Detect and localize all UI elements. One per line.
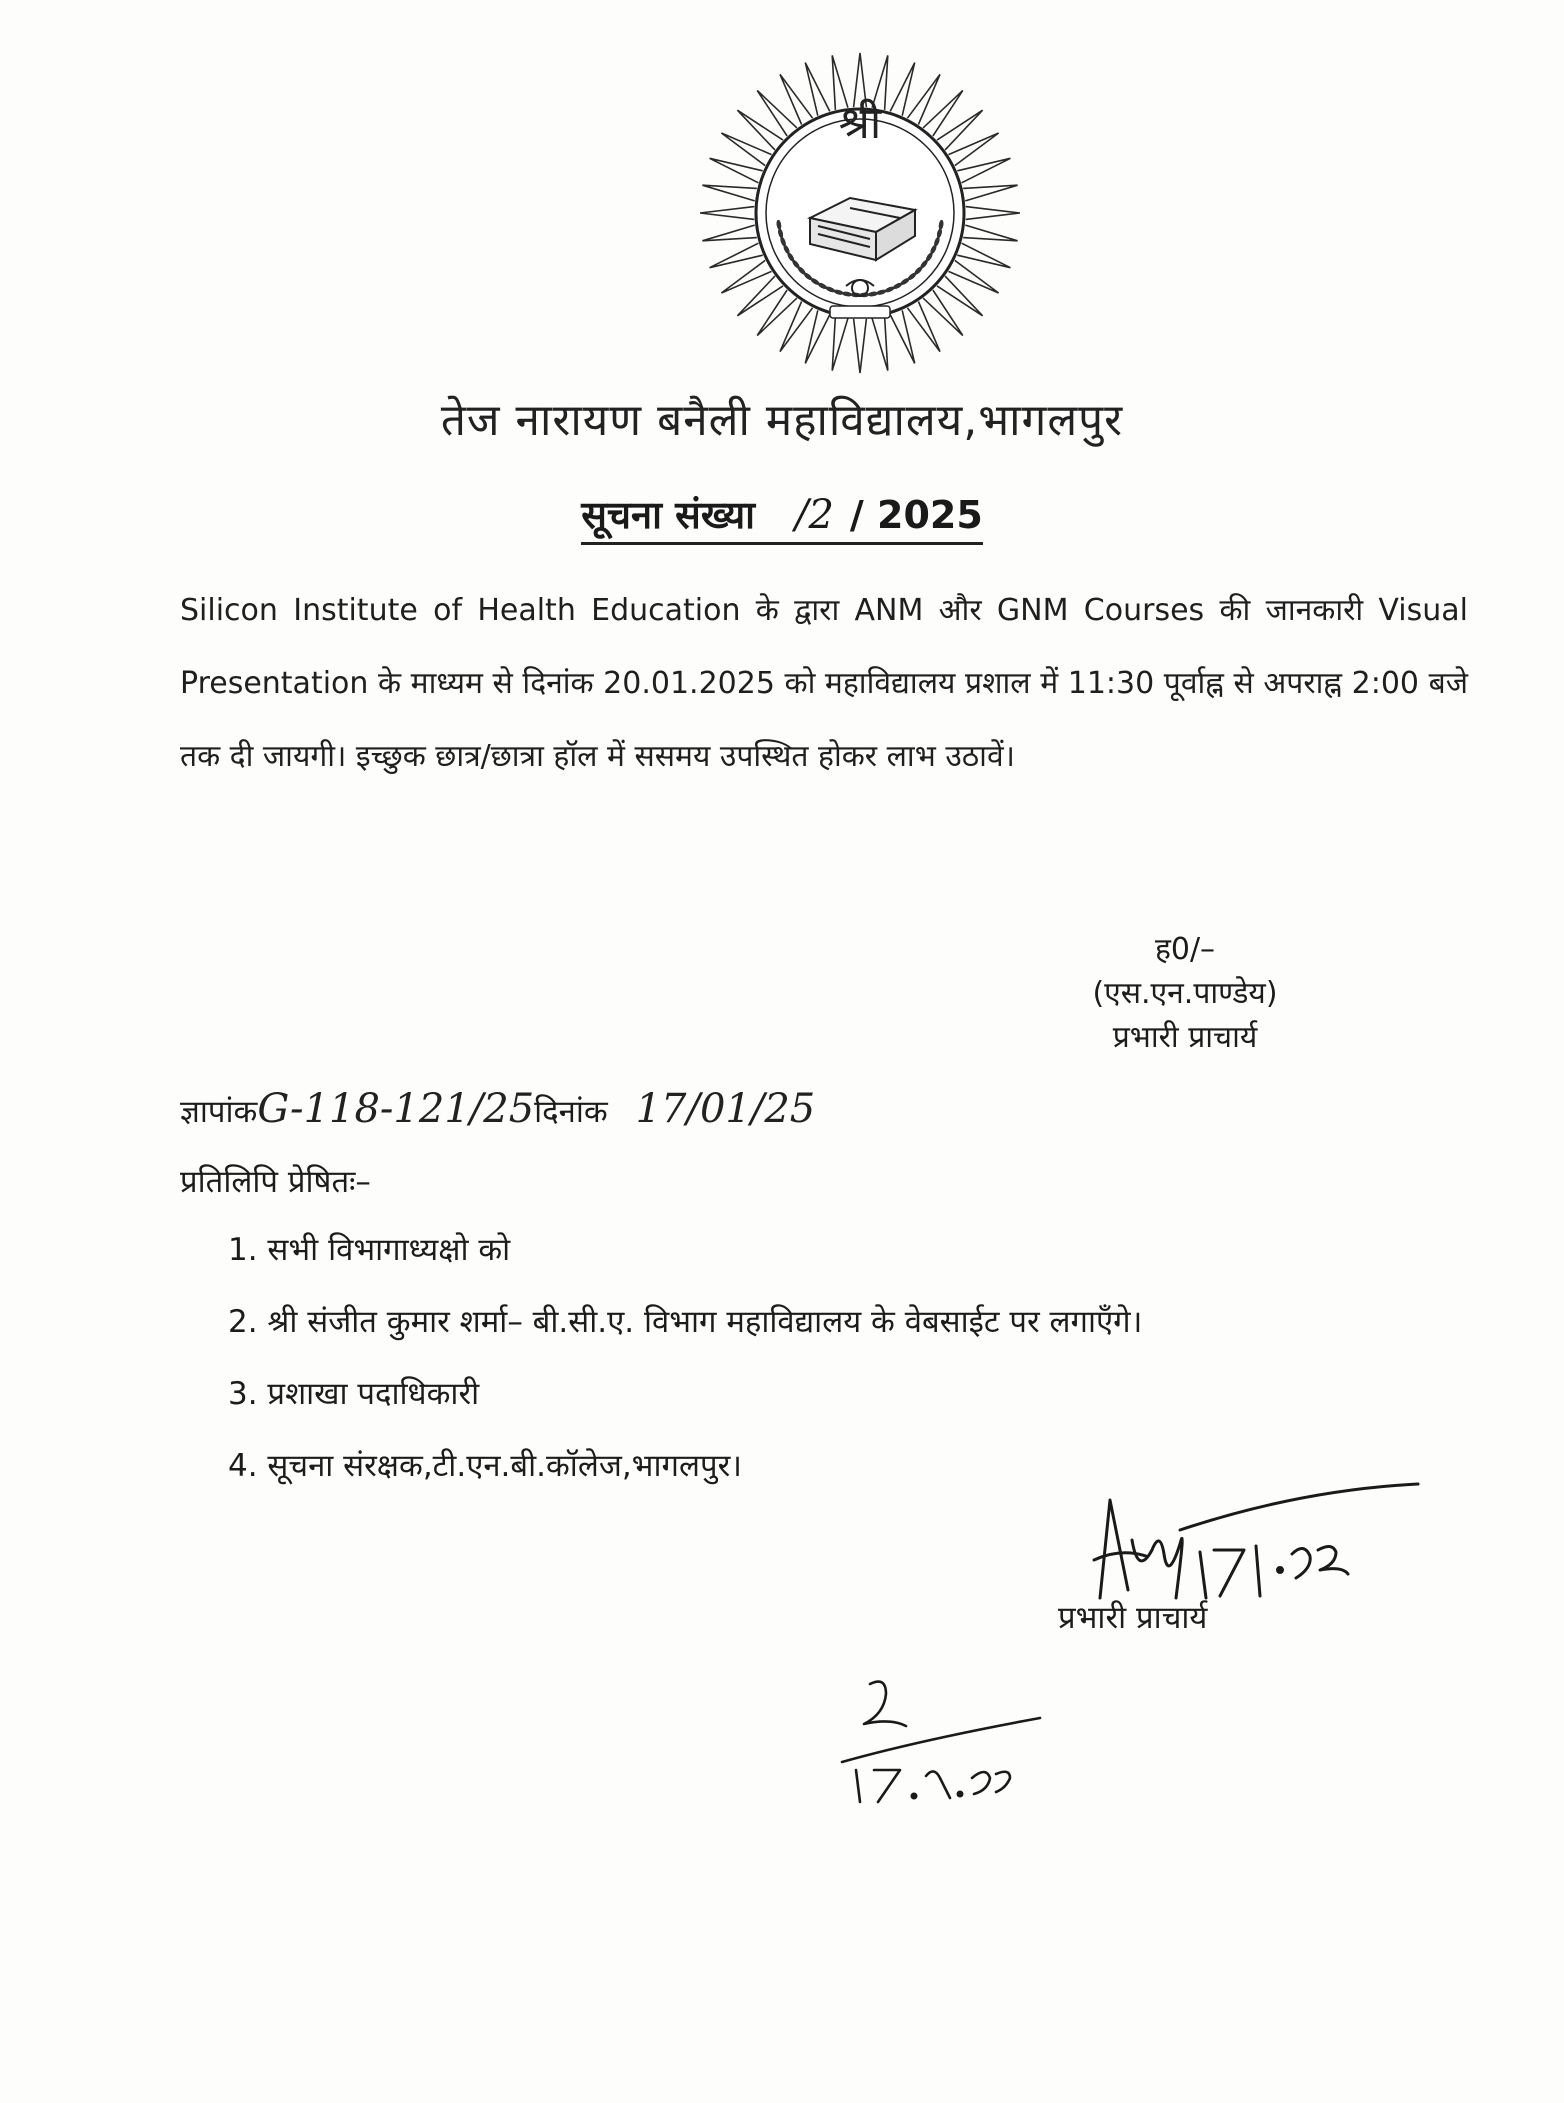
signature-date: 17.1.25 [1248, 1576, 1252, 1577]
emblem-ray [710, 243, 763, 268]
emblem-ray [702, 225, 757, 241]
emblem-ray [963, 225, 1018, 241]
emblem-ray [832, 316, 848, 371]
emblem-text: श्री [838, 98, 882, 149]
college-emblem-icon [700, 48, 1020, 378]
emblem-ray [923, 290, 963, 336]
notice-number: /2 [794, 492, 834, 538]
emblem-ray [700, 207, 754, 220]
memo-number: G-118-121/25 [257, 1086, 535, 1132]
memo-line [180, 1086, 815, 1132]
notice-year: / 2025 [849, 493, 983, 537]
emblem-ray [957, 158, 1010, 183]
notice-heading [0, 488, 1564, 545]
emblem-ray [957, 243, 1010, 268]
memo-date-label: दिनांक [534, 1094, 608, 1130]
list-item: 3. प्रशाखा पदाधिकारी [228, 1376, 480, 1412]
copy-to-list [228, 1228, 1528, 1516]
emblem-ray [757, 90, 797, 136]
emblem-ray [937, 276, 983, 316]
signatory-designation: प्रभारी प्राचार्य [1112, 1020, 1258, 1055]
list-item: 1. सभी विभागाध्यक्षो को [228, 1232, 511, 1268]
signatory-name: (एस.एन.पाण्डेय) [1092, 976, 1278, 1011]
memo-date: 17/01/25 [635, 1086, 816, 1132]
emblem-ray [937, 110, 983, 150]
emblem-ray [805, 63, 830, 116]
signatory-block [1040, 928, 1330, 1060]
emblem-ray [702, 185, 757, 201]
emblem-ray [710, 158, 763, 183]
signed-mark: ह0/– [1154, 932, 1216, 967]
emblem-ray [805, 310, 830, 363]
signature-designation: प्रभारी प्राचार्य [1058, 1600, 1208, 1636]
list-item: 2. श्री संजीत कुमार शर्मा– बी.सी.ए. विभाग महाविद्यालय के वेबसाईट पर लगाएँगे। [228, 1304, 1143, 1340]
college-name: तेज नारायण बनैली महाविद्यालय,भागलपुर [440, 395, 1124, 446]
emblem-ray [854, 319, 867, 373]
emblem-ray [737, 276, 783, 316]
emblem-ray [757, 290, 797, 336]
principal-signature [1080, 1480, 1420, 1610]
emblem-ray [872, 316, 888, 371]
memo-label: ज्ञापांक [180, 1094, 258, 1130]
emblem-ray [890, 310, 915, 363]
notice-body: Silicon Institute of Health Education के द्वारा ANM और GNM Courses की जानकारी Visual Presentation के माध्यम से दिनांक 20.01.2025 को महाविद्यालय प्रशाल में 11:30 पूर्वाह्न से अपराह्न 2:00 बजे तक दी जायगी। इच्छुक छात्र/छात्रा हॉल में ससमय उपस्थित होकर लाभ उठावें। [180, 593, 1468, 774]
copy-to-heading: प्रतिलिपि प्रेषितः– [180, 1164, 371, 1200]
emblem-ray [966, 207, 1020, 220]
list-item: 4. सूचना संरक्षक,टी.एन.बी.कॉलेज,भागलपुर। [228, 1448, 743, 1484]
emblem-ray [737, 110, 783, 150]
emblem-ray [923, 90, 963, 136]
receipt-date: 17.1.25 [940, 1790, 944, 1791]
emblem-ray [890, 63, 915, 116]
receipt-initials [830, 1670, 1050, 1810]
notice-label: सूचना संख्या [581, 493, 755, 537]
emblem-ray [963, 185, 1018, 201]
